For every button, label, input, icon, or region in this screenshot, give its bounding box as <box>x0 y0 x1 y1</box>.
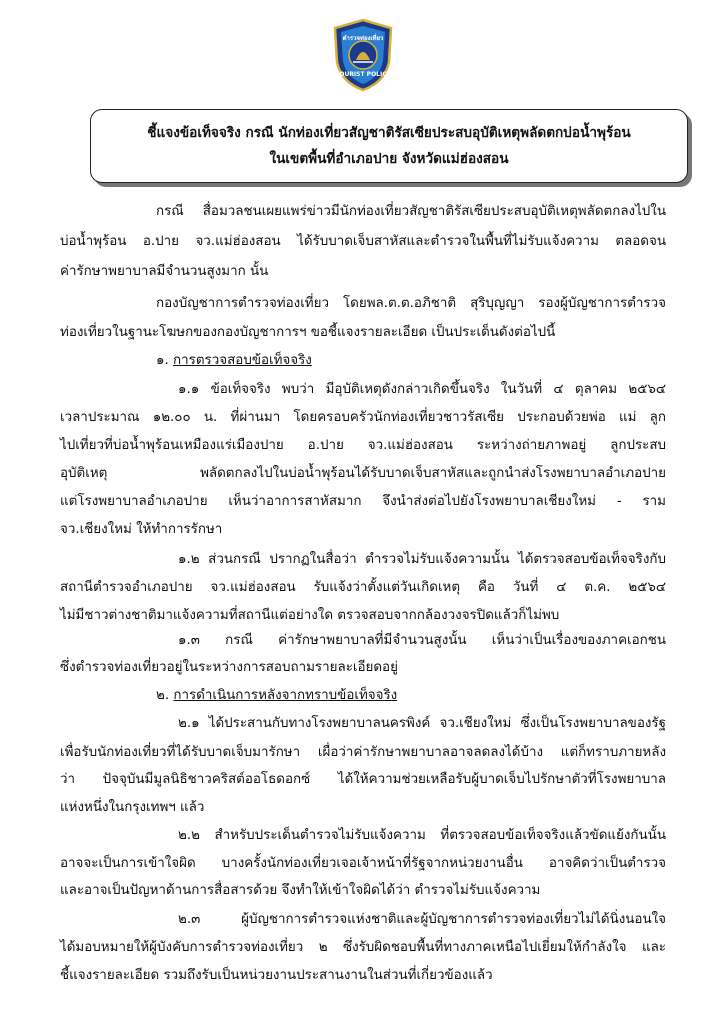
command-line-1: กองบัญชาการตำรวจท่องเที่ยว โดยพล.ต.ต.อภิชาติ สุริบุญญา รองผู้บัญชาการตำรวจ <box>156 296 666 311</box>
p23-line-2: ได้มอบหมายให้ผู้บังคับการตำรวจท่องเที่ยว ๒ ซึ่งรับผิดชอบพื้นที่ทางภาคเหนือไปเยี่ยมให้กำลังใจ และ <box>60 940 666 955</box>
section-2-heading <box>156 683 397 709</box>
p11-line-1: ๑.๑ ข้อเท็จจริง พบว่า มีอุบัติเหตุดังกล่าวเกิดขึ้นจริง ในวันที่ ๔ ตุลาคม ๒๕๖๔ <box>178 382 666 397</box>
p21-line-3: ว่า ปัจจุบันมีมูลนิธิชาวคริสต์ออโธดอกซ์ ได้ให้ความช่วยเหลือรับผู้บาดเจ็บไปรักษาตัวที่โรงพยาบาล <box>60 772 666 787</box>
intro-line-2: บ่อน้ำพุร้อน อ.ปาย จว.แม่ฮ่องสอน ได้รับบาดเจ็บสาหัสและตำรวจในพื้นที่ไม่รับแจ้งความ ตลอดจน <box>60 234 666 249</box>
p21-line-4: แห่งหนึ่งในกรุงเทพฯ แล้ว <box>60 800 205 815</box>
p11-line-2: เวลาประมาณ ๑๒.๐๐ น. ที่ผ่านมา โดยครอบครัวนักท่องเที่ยวชาวรัสเซีย ประกอบด้วยพ่อ แม่ ลูก <box>60 410 666 425</box>
p13-line-2: ซึ่งตำรวจท่องเที่ยวอยู่ในระหว่างการสอบถามรายละเอียดอยู่ <box>60 660 398 675</box>
title-line-1: ชี้แจงข้อเท็จจริง กรณี นักท่องเที่ยวสัญชาติรัสเซียประสบอุบัติเหตุพลัดตกบ่อน้ำพุร้อน <box>147 125 631 141</box>
intro-line-1: กรณี สื่อมวลชนเผยแพร่ข่าวมีนักท่องเที่ยวสัญชาติรัสเซียประสบอุบัติเหตุพลัดตกลงไปใน <box>156 204 666 219</box>
p21-line-2: เพื่อรับนักท่องเที่ยวที่ได้รับบาดเจ็บมารักษา เผื่อว่าค่ารักษาพยาบาลอาจลดลงได้บ้าง แต่ก็ทราบภายหลัง <box>60 745 666 760</box>
badge-icon <box>331 18 395 92</box>
command-line-2: ท่องเที่ยวในฐานะโฆษกของกองบัญชาการฯ ขอชี้แจงรายละเอียด เป็นประเด็นดังต่อไปนี้ <box>60 325 556 340</box>
p13-line-1: ๑.๓ กรณี ค่ารักษาพยาบาลที่มีจำนวนสูงนั้น เห็นว่าเป็นเรื่องของภาคเอกชน <box>178 633 666 648</box>
intro-line-3: ค่ารักษาพยาบาลมีจำนวนสูงมาก นั้น <box>60 264 269 279</box>
section-1-heading <box>156 348 312 374</box>
p22-line-3: และอาจเป็นปัญหาด้านการสื่อสารด้วย จึงทำให้เข้าใจผิดได้ว่า ตำรวจไม่รับแจ้งความ <box>60 883 541 898</box>
section-2-number: ๒. <box>156 688 170 703</box>
section-1-number: ๑. <box>156 353 169 368</box>
section-1-title: การตรวจสอบข้อเท็จจริง <box>173 353 312 368</box>
p11-line-4: อุบัติเหตุ พลัดตกลงไปในบ่อน้ำพุร้อนได้รับบาดเจ็บสาหัสและถูกนำส่งโรงพยาบาลอำเภอปาย <box>60 466 666 481</box>
p11-line-5: แต่โรงพยาบาลอำเภอปาย เห็นว่าอาการสาหัสมาก จึงนำส่งต่อไปยังโรงพยาบาลเชียงใหม่ - ราม <box>60 494 666 509</box>
logo-top-text: ตำรวจท่องเที่ยว <box>342 35 384 42</box>
p23-line-1: ๒.๓ ผู้บัญชาการตำรวจแห่งชาติและผู้บัญชาการตำรวจท่องเที่ยวไม่ได้นิ่งนอนใจ <box>178 912 666 927</box>
p11-line-3: ไปเที่ยวที่บ่อน้ำพุร้อนเหมืองแร่เมืองปาย อ.ปาย จว.แม่ฮ่องสอน ระหว่างถ่ายภาพอยู่ ลูกประสบ <box>60 438 666 453</box>
tourist-police-badge-logo <box>331 18 395 92</box>
p21-line-1: ๒.๑ ได้ประสานกับทางโรงพยาบาลนครพิงค์ จว.เชียงใหม่ ซึ่งเป็นโรงพยาบาลของรัฐ <box>178 716 666 731</box>
p12-line-3: ไม่มีชาวต่างชาติมาแจ้งความที่สถานีแต่อย่างใด ตรวจสอบจากกล้องวงจรปิดแล้วก็ไม่พบ <box>60 608 560 623</box>
p12-line-2: สถานีตำรวจอำเภอปาย จว.แม่ฮ่องสอน รับแจ้งว่าตั้งแต่วันเกิดเหตุ คือ วันที่ ๔ ต.ค. ๒๕๖๔ <box>60 580 666 595</box>
p11-line-6: จว.เชียงใหม่ ให้ทำการรักษา <box>60 522 223 537</box>
p22-line-1: ๒.๒ สำหรับประเด็นตำรวจไม่รับแจ้งความ ที่ตรวจสอบข้อเท็จจริงแล้วขัดแย้งกันนั้น <box>178 828 666 843</box>
section-2-title: การดำเนินการหลังจากทราบข้อเท็จจริง <box>173 688 398 703</box>
logo-bottom-text: TOURIST POLICE <box>335 71 391 78</box>
title-box <box>90 109 688 183</box>
p23-line-3: ชี้แจงรายละเอียด รวมถึงรับเป็นหน่วยงานประสานงานในส่วนที่เกี่ยวข้องแล้ว <box>60 968 493 983</box>
p12-line-1: ๑.๒ ส่วนกรณี ปรากฏในสื่อว่า ตำรวจไม่รับแจ้งความนั้น ได้ตรวจสอบข้อเท็จจริงกับ <box>178 552 666 567</box>
title-line-2: ในเขตพื้นที่อำเภอปาย จังหวัดแม่ฮ่องสอน <box>269 151 509 167</box>
p22-line-2: อาจจะเป็นการเข้าใจผิด บางครั้งนักท่องเที่ยวเจอเจ้าหน้าที่รัฐจากหน่วยงานอื่น อาจคิดว่าเป็นตำรวจ <box>60 856 666 871</box>
